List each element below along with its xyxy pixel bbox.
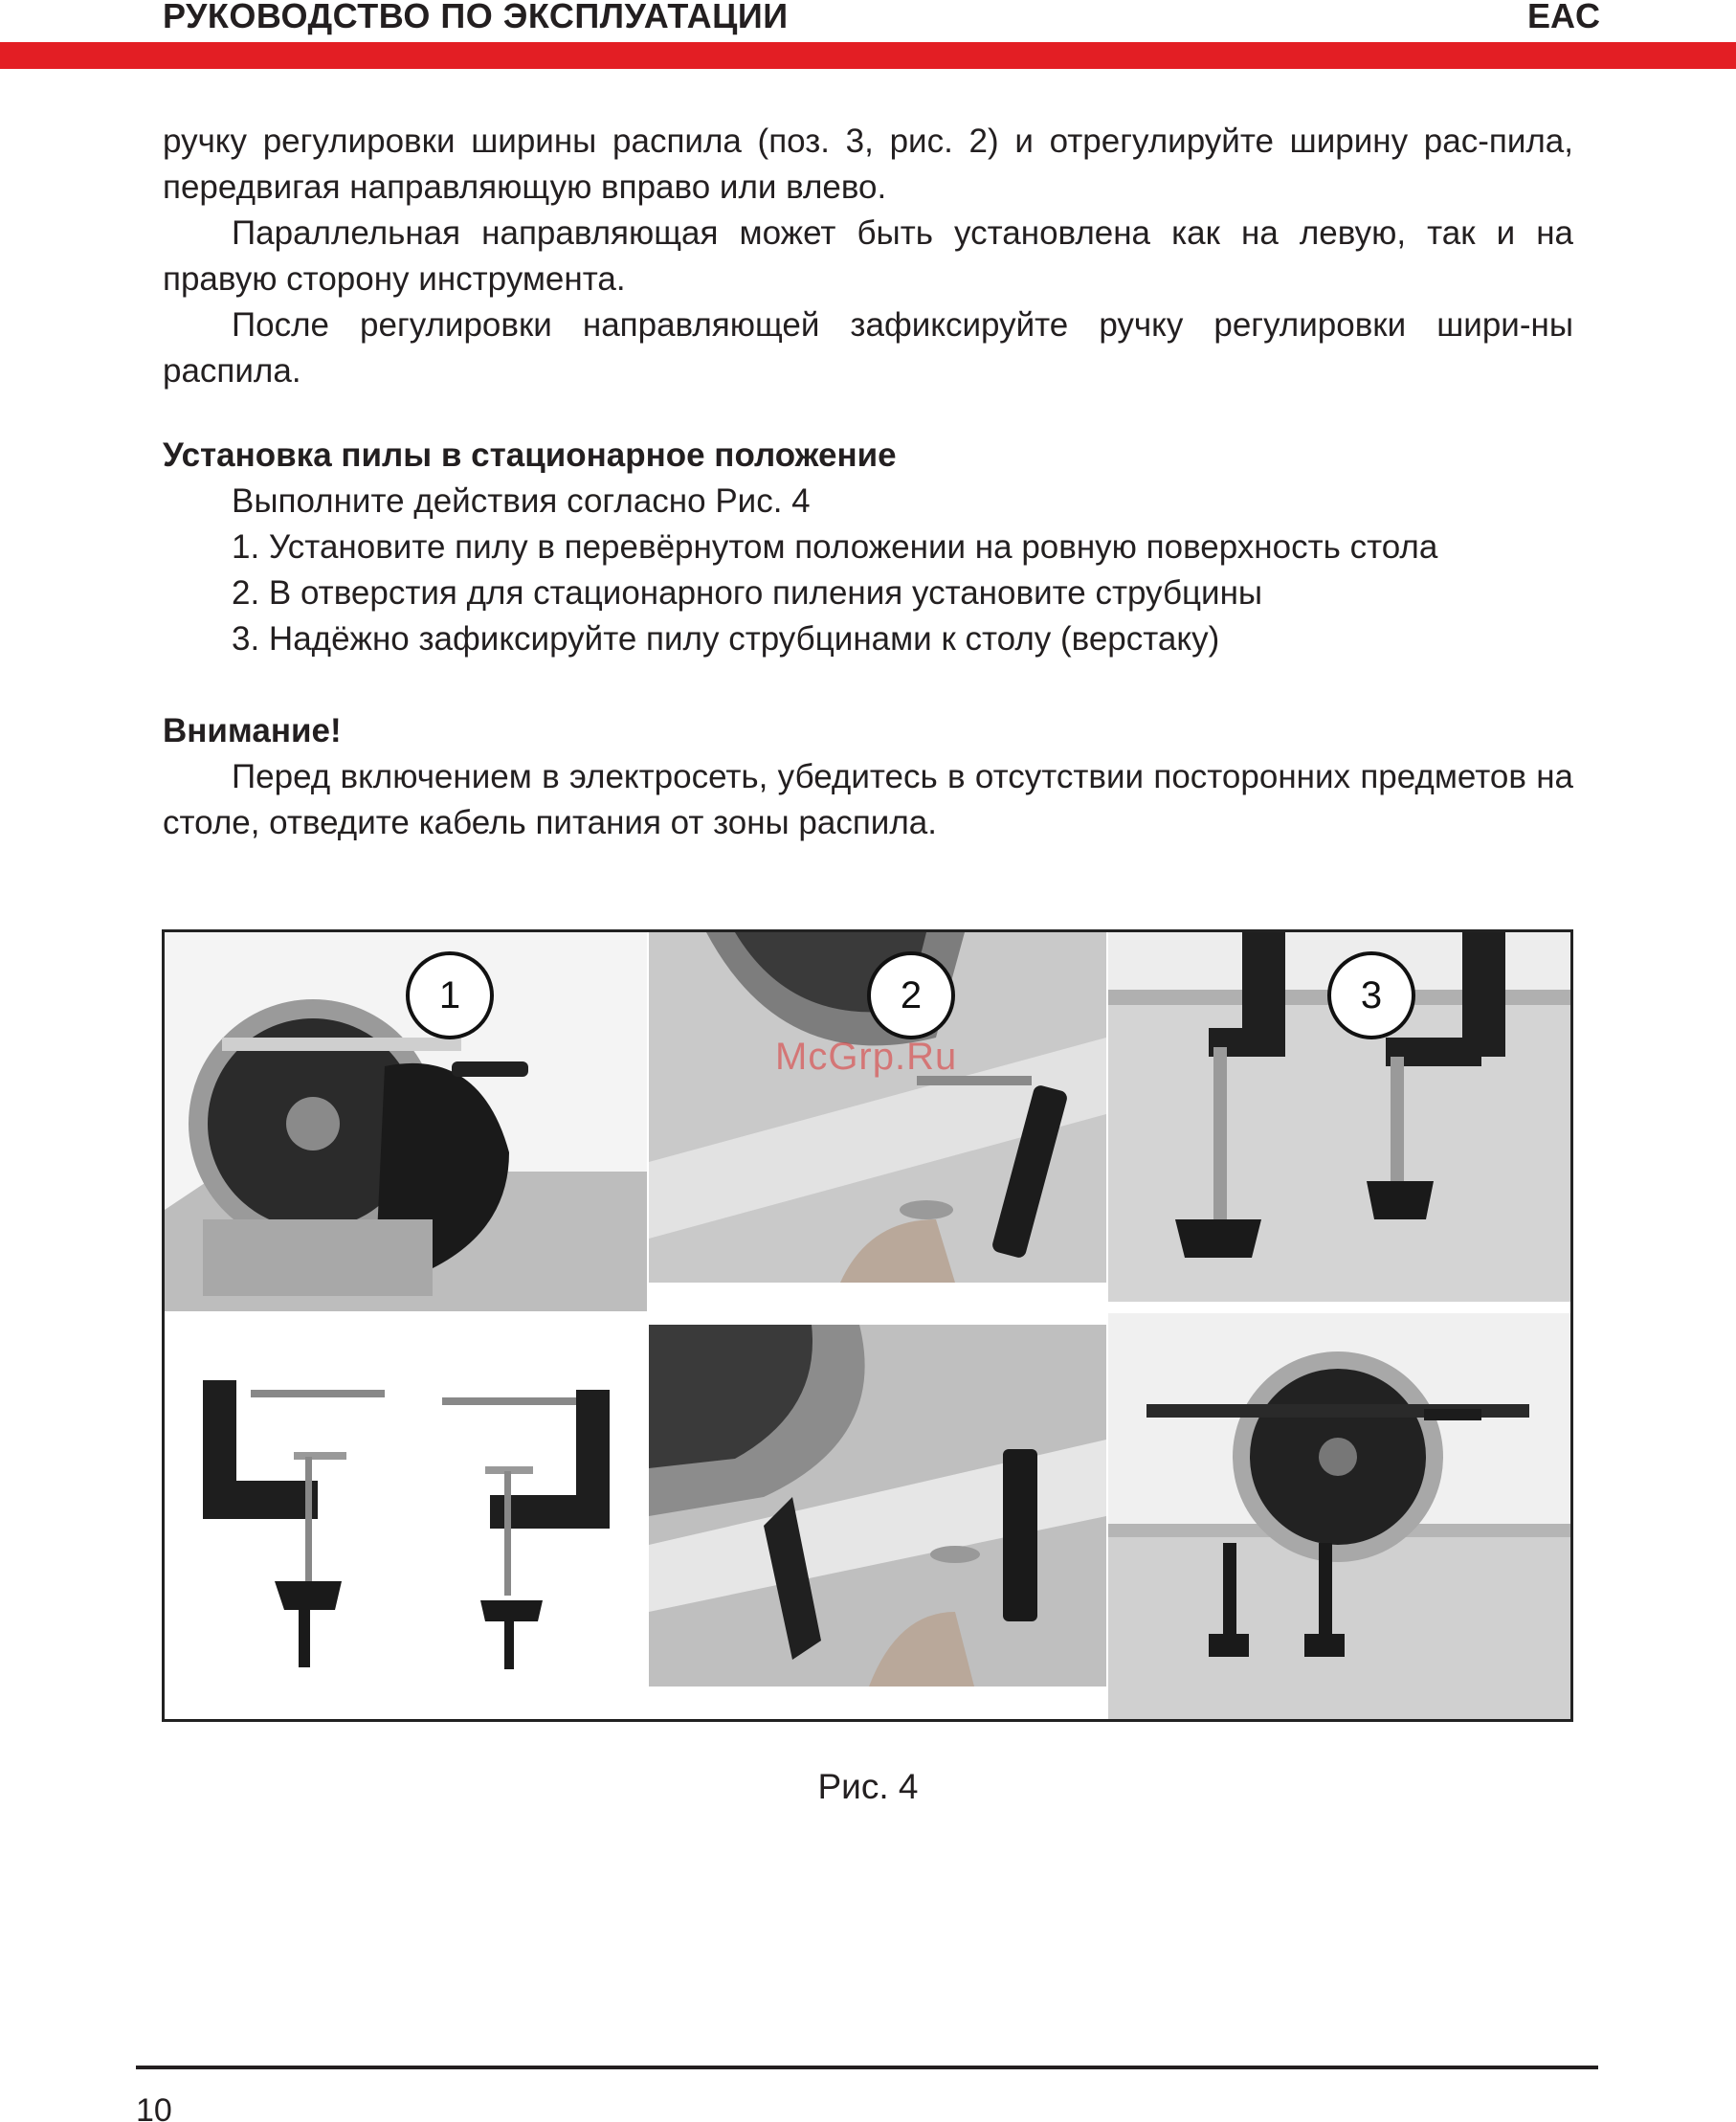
section-heading: Установка пилы в стационарное положение: [163, 436, 897, 474]
header-accent-bar: [0, 42, 1736, 69]
intro-text: [163, 119, 1573, 394]
photo-two-clamps: [165, 1313, 647, 1722]
photo-clamp-fixing: [649, 1325, 1106, 1686]
warning-heading: Внимание!: [163, 712, 342, 749]
step-item: 3. Надёжно зафиксируйте пилу струбцинами к столу (верстаку): [232, 620, 1220, 658]
step-item: 1. Установите пилу в перевёрнутом положении на ровную поверхность стола: [232, 528, 1438, 566]
step-badge-1: 1: [406, 951, 494, 1039]
page-number: 10: [136, 2092, 172, 2122]
section-installation: [163, 433, 1573, 662]
step-badge-2: 2: [867, 951, 955, 1039]
step-badge-3: 3: [1327, 951, 1415, 1039]
step-item: 2. В отверстия для стационарного пиления установите струбцины: [232, 574, 1263, 612]
warning-block: [163, 708, 1573, 846]
figure-caption: Рис. 4: [817, 1767, 919, 1806]
photo-saw-fixed: [1108, 1313, 1573, 1722]
intro-paragraph-1: ручку регулировки ширины распила (поз. 3, рис. 2) и отрегулируйте ширину рас-пила, передвигая направляющую вправо или влево.: [163, 123, 1573, 206]
watermark-text: McGrp.Ru: [775, 1036, 958, 1078]
header-title: РУКОВОДСТВО ПО ЭКСПЛУАТАЦИИ: [163, 0, 789, 35]
footer-rule: [136, 2066, 1598, 2069]
warning-text: Перед включением в электросеть, убедитесь в отсутствии посторонних предметов на столе, отведите кабель питания от зоны распила.: [163, 758, 1573, 841]
eac-mark: EAC: [1526, 0, 1600, 35]
intro-paragraph-3: После регулировки направляющей зафиксируйте ручку регулировки шири-ны распила.: [163, 306, 1573, 390]
section-lead: Выполните действия согласно Рис. 4: [232, 482, 811, 520]
intro-paragraph-2: Параллельная направляющая может быть установлена как на левую, так и на правую сторону инструмента.: [163, 214, 1573, 298]
